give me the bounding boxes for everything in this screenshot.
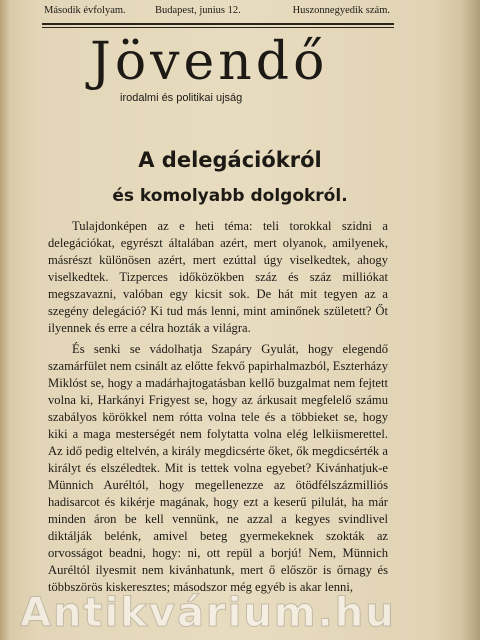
page-spine bbox=[0, 0, 10, 640]
newspaper-title: Jövendő bbox=[90, 32, 329, 92]
article-subheadline: és komolyabb dolgokról. bbox=[112, 186, 348, 206]
article-paragraph-2: És senki se vádolhatja Szapáry Gyulát, hogy elegendő szamárfület nem csinált az előtte fekvő papirhalmazból, Eszterházy Miklóst se, hogy a madárhajtogatásban kellő buzgalmat nem fejtett volna ki, Harkányi Frigyest se, hogy az árkusait megfelelő számu szabályos körökkel nem rótta volna tele és a többieket se, hogy kiki a maga mesterségét nem folytatta volna elég lelkiismerettel. Az idő pedig eltelvén, a király megdicsérte őket, ők megdicsérték a királyt és elszéledtek. Mit is tettek volna egyebet? Kivánhatjuk-e Münnich Auréltól, hogy megellenezze az ötödfélszázmilliós hadisarcot és kikérje magának, hogy ezt a keserű pilulát, ha már minden áron be kell vennünk, ne azzal a kegyes svindlivel diktálják belénk, amivel beteg gyermekeknek szokták az orvosságot beadni, hogy: ni, ott repül a borjú! Nem, Münnich Auréltól ilyesmit nem kivánhatunk, mert ő először is őrnagy és többszörös kiskeresztes; másodszor még egyéb is akar lenni, bbox=[48, 342, 388, 594]
volume-label: Második évfolyam. bbox=[44, 5, 126, 16]
watermark: Antikvárium.hu bbox=[20, 590, 396, 636]
masthead-rule-thin bbox=[42, 27, 394, 28]
article-body bbox=[48, 218, 388, 596]
article-headline: A delegációkról bbox=[138, 148, 322, 172]
article-paragraph-1: Tulajdonképen az e heti téma: teli torokkal szidni a delegációkat, egyrészt általában azért, mert olyanok, amilyenek, másrészt különösen azért, mert ezúttal úgy viselkedtek, ahogy viselkedtek. Tizperces időközökben száz és száz milliókat megszavazni, valóban egy kicsit sok. De hát mit tegyen az a szegény delegáció? Ki tud más lenni, mint aminőnek született? Őt ilyennek és erre a célra hozták a világra. bbox=[48, 219, 388, 335]
masthead-rule-thick bbox=[42, 23, 394, 25]
page-edge-shadow bbox=[462, 0, 480, 640]
dateline: Budapest, junius 12. bbox=[155, 5, 241, 16]
newspaper-subtitle: irodalmi és politikai ujság bbox=[120, 92, 243, 104]
issue-label: Huszonnegyedik szám. bbox=[292, 5, 390, 16]
